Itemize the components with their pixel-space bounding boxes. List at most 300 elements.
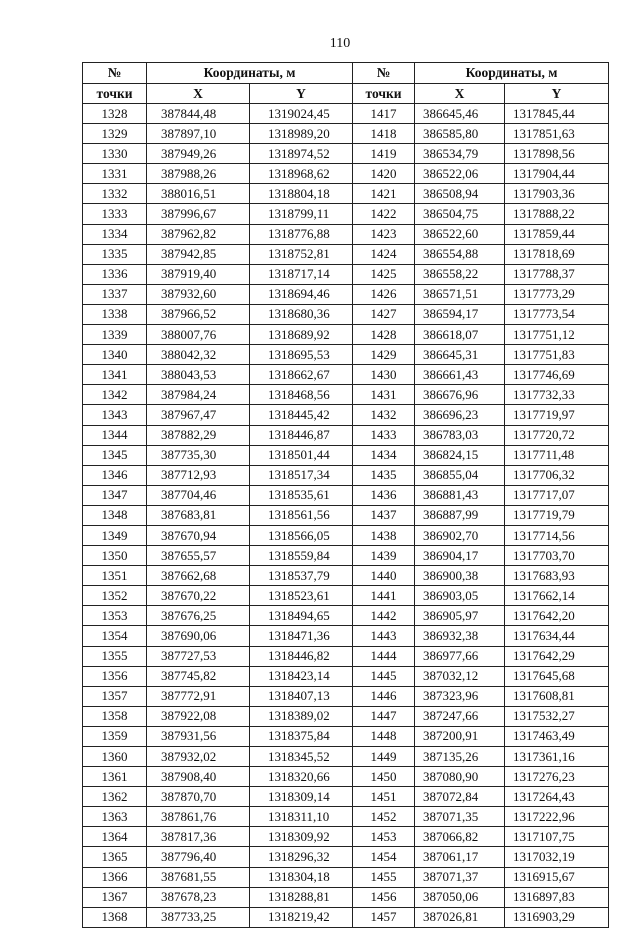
point-number-cell: 1443 (353, 626, 415, 646)
y-coordinate-cell: 1318407,13 (250, 686, 353, 706)
table-row (83, 104, 609, 124)
y-coordinate-cell: 1317608,81 (505, 686, 609, 706)
point-number-cell: 1368 (83, 907, 147, 927)
y-coordinate-cell: 1318717,14 (250, 264, 353, 284)
table-row (83, 706, 609, 726)
point-number-cell: 1456 (353, 887, 415, 907)
x-coordinate-cell: 386904,17 (415, 546, 505, 566)
table-row (83, 767, 609, 787)
y-coordinate-cell: 1318304,18 (250, 867, 353, 887)
table-row (83, 546, 609, 566)
point-number-cell: 1445 (353, 666, 415, 686)
table-row (83, 345, 609, 365)
point-number-cell: 1452 (353, 807, 415, 827)
point-number-cell: 1439 (353, 546, 415, 566)
coordinates-header-right: Координаты, м (415, 63, 609, 84)
point-number-cell: 1430 (353, 365, 415, 385)
x-coordinate-cell: 387966,52 (147, 304, 250, 324)
x-coordinate-cell: 386504,75 (415, 204, 505, 224)
x-coordinate-cell: 388007,76 (147, 325, 250, 345)
x-coordinate-cell: 386903,05 (415, 586, 505, 606)
x-coordinate-cell: 386585,80 (415, 124, 505, 144)
x-coordinate-cell: 387908,40 (147, 767, 250, 787)
point-number-cell: 1448 (353, 726, 415, 746)
coordinates-header-left: Координаты, м (147, 63, 353, 84)
x-coordinate-cell: 386881,43 (415, 485, 505, 505)
x-coordinate-cell: 387817,36 (147, 827, 250, 847)
point-number-cell: 1422 (353, 204, 415, 224)
point-number-cell: 1427 (353, 304, 415, 324)
y-coordinate-cell: 1318423,14 (250, 666, 353, 686)
x-coordinate-cell: 387071,35 (415, 807, 505, 827)
point-number-cell: 1435 (353, 465, 415, 485)
x-coordinate-cell: 386932,38 (415, 626, 505, 646)
x-coordinate-cell: 387080,90 (415, 767, 505, 787)
point-number-cell: 1346 (83, 465, 147, 485)
x-coordinate-cell: 386522,60 (415, 224, 505, 244)
x-coordinate-cell: 387932,60 (147, 284, 250, 304)
point-number-cell: 1340 (83, 345, 147, 365)
y-coordinate-cell: 1318559,84 (250, 546, 353, 566)
point-number-cell: 1332 (83, 184, 147, 204)
point-word-header-right: точки (353, 84, 415, 104)
y-coordinate-cell: 1318776,88 (250, 224, 353, 244)
y-coordinate-cell: 1317751,83 (505, 345, 609, 365)
x-coordinate-cell: 387655,57 (147, 546, 250, 566)
y-coordinate-cell: 1318680,36 (250, 304, 353, 324)
point-number-cell: 1360 (83, 747, 147, 767)
x-coordinate-cell: 387882,29 (147, 425, 250, 445)
y-coordinate-cell: 1317532,27 (505, 706, 609, 726)
point-number-cell: 1352 (83, 586, 147, 606)
x-coordinate-cell: 387919,40 (147, 264, 250, 284)
table-row (83, 385, 609, 405)
x-coordinate-cell: 387050,06 (415, 887, 505, 907)
point-number-cell: 1431 (353, 385, 415, 405)
x-coordinate-cell: 386902,70 (415, 525, 505, 545)
y-coordinate-cell: 1317645,68 (505, 666, 609, 686)
x-coordinate-cell: 387704,46 (147, 485, 250, 505)
x-coordinate-cell: 387323,96 (415, 686, 505, 706)
x-coordinate-cell: 387066,82 (415, 827, 505, 847)
point-number-cell: 1444 (353, 646, 415, 666)
table-row (83, 144, 609, 164)
y-coordinate-cell: 1318689,92 (250, 325, 353, 345)
y-coordinate-cell: 1317706,32 (505, 465, 609, 485)
x-coordinate-cell: 387922,08 (147, 706, 250, 726)
y-coordinate-cell: 1318695,53 (250, 345, 353, 365)
y-coordinate-cell: 1317222,96 (505, 807, 609, 827)
point-number-cell: 1432 (353, 405, 415, 425)
x-coordinate-cell: 387870,70 (147, 787, 250, 807)
point-number-cell: 1362 (83, 787, 147, 807)
x-coordinate-cell: 387897,10 (147, 124, 250, 144)
x-coordinate-cell: 386571,51 (415, 284, 505, 304)
x-coordinate-cell: 387247,66 (415, 706, 505, 726)
point-number-cell: 1356 (83, 666, 147, 686)
point-number-cell: 1457 (353, 907, 415, 927)
y-coordinate-cell: 1317845,44 (505, 104, 609, 124)
table-row (83, 566, 609, 586)
table-row (83, 666, 609, 686)
point-number-cell: 1442 (353, 606, 415, 626)
table-row (83, 284, 609, 304)
point-number-cell: 1453 (353, 827, 415, 847)
y-coordinate-cell: 1317888,22 (505, 204, 609, 224)
y-coordinate-cell: 1317361,16 (505, 747, 609, 767)
table-row (83, 887, 609, 907)
point-number-cell: 1353 (83, 606, 147, 626)
y-coordinate-cell: 1318799,11 (250, 204, 353, 224)
point-number-cell: 1438 (353, 525, 415, 545)
x-coordinate-cell: 388043,53 (147, 365, 250, 385)
point-number-cell: 1447 (353, 706, 415, 726)
point-number-cell: 1420 (353, 164, 415, 184)
y-coordinate-cell: 1317717,07 (505, 485, 609, 505)
y-coordinate-cell: 1318345,52 (250, 747, 353, 767)
x-coordinate-cell: 387678,23 (147, 887, 250, 907)
table-row (83, 847, 609, 867)
x-coordinate-cell: 387745,82 (147, 666, 250, 686)
x-coordinate-cell: 387861,76 (147, 807, 250, 827)
point-number-cell: 1437 (353, 505, 415, 525)
y-coordinate-cell: 1317683,93 (505, 566, 609, 586)
point-number-cell: 1329 (83, 124, 147, 144)
y-coordinate-cell: 1317732,33 (505, 385, 609, 405)
point-number-cell: 1421 (353, 184, 415, 204)
point-number-cell: 1357 (83, 686, 147, 706)
y-coordinate-cell: 1317773,54 (505, 304, 609, 324)
y-coordinate-cell: 1318494,65 (250, 606, 353, 626)
point-number-cell: 1343 (83, 405, 147, 425)
y-coordinate-cell: 1318501,44 (250, 445, 353, 465)
table-header-row (83, 63, 609, 84)
x-coordinate-cell: 387690,06 (147, 626, 250, 646)
y-coordinate-cell: 1316897,83 (505, 887, 609, 907)
y-coordinate-cell: 1319024,45 (250, 104, 353, 124)
point-number-cell: 1333 (83, 204, 147, 224)
table-row (83, 626, 609, 646)
table-row (83, 164, 609, 184)
x-coordinate-cell: 386661,43 (415, 365, 505, 385)
point-number-cell: 1359 (83, 726, 147, 746)
x-coordinate-cell: 387796,40 (147, 847, 250, 867)
y-coordinate-cell: 1318752,81 (250, 244, 353, 264)
point-number-cell: 1417 (353, 104, 415, 124)
y-coordinate-cell: 1318694,46 (250, 284, 353, 304)
table-row (83, 264, 609, 284)
x-coordinate-cell: 386618,07 (415, 325, 505, 345)
x-coordinate-cell: 387681,55 (147, 867, 250, 887)
x-coordinate-cell: 386534,79 (415, 144, 505, 164)
y-coordinate-cell: 1318662,67 (250, 365, 353, 385)
y-coordinate-cell: 1318389,02 (250, 706, 353, 726)
y-coordinate-cell: 1316915,67 (505, 867, 609, 887)
point-number-cell: 1423 (353, 224, 415, 244)
y-coordinate-cell: 1318468,56 (250, 385, 353, 405)
table-row (83, 224, 609, 244)
x-coordinate-cell: 387942,85 (147, 244, 250, 264)
table-row (83, 686, 609, 706)
table-subheader-row (83, 84, 609, 104)
point-number-cell: 1425 (353, 264, 415, 284)
point-number-cell: 1341 (83, 365, 147, 385)
y-coordinate-cell: 1318537,79 (250, 566, 353, 586)
y-coordinate-cell: 1318446,87 (250, 425, 353, 445)
point-number-cell: 1365 (83, 847, 147, 867)
x-coordinate-cell: 387071,37 (415, 867, 505, 887)
x-coordinate-cell: 387683,81 (147, 505, 250, 525)
x-coordinate-cell: 386554,88 (415, 244, 505, 264)
y-coordinate-cell: 1317773,29 (505, 284, 609, 304)
table-row (83, 425, 609, 445)
point-number-cell: 1367 (83, 887, 147, 907)
point-number-cell: 1366 (83, 867, 147, 887)
x-coordinate-cell: 387032,12 (415, 666, 505, 686)
table-row (83, 907, 609, 927)
point-number-cell: 1436 (353, 485, 415, 505)
point-number-cell: 1337 (83, 284, 147, 304)
y-coordinate-cell: 1317903,36 (505, 184, 609, 204)
x-coordinate-cell: 386645,46 (415, 104, 505, 124)
y-coordinate-cell: 1318296,32 (250, 847, 353, 867)
x-coordinate-cell: 387712,93 (147, 465, 250, 485)
table-row (83, 505, 609, 525)
y-coordinate-cell: 1317720,72 (505, 425, 609, 445)
y-coordinate-cell: 1317642,20 (505, 606, 609, 626)
y-coordinate-cell: 1318446,82 (250, 646, 353, 666)
y-coordinate-cell: 1317264,43 (505, 787, 609, 807)
table-row (83, 325, 609, 345)
point-number-header: № (83, 63, 147, 84)
y-coordinate-cell: 1318517,34 (250, 465, 353, 485)
y-coordinate-cell: 1317719,79 (505, 505, 609, 525)
y-coordinate-cell: 1317818,69 (505, 244, 609, 264)
x-coordinate-cell: 386824,15 (415, 445, 505, 465)
y-coordinate-cell: 1316903,29 (505, 907, 609, 927)
table-row (83, 405, 609, 425)
table-row (83, 184, 609, 204)
x-coordinate-cell: 387670,22 (147, 586, 250, 606)
y-coordinate-cell: 1317032,19 (505, 847, 609, 867)
point-number-cell: 1449 (353, 747, 415, 767)
point-number-cell: 1339 (83, 325, 147, 345)
point-number-cell: 1424 (353, 244, 415, 264)
table-row (83, 465, 609, 485)
table-body (83, 104, 609, 928)
table-row (83, 586, 609, 606)
y-coordinate-cell: 1317788,37 (505, 264, 609, 284)
point-number-cell: 1455 (353, 867, 415, 887)
x-coordinate-cell: 386594,17 (415, 304, 505, 324)
x-coordinate-cell: 387072,84 (415, 787, 505, 807)
point-number-cell: 1428 (353, 325, 415, 345)
point-number-cell: 1336 (83, 264, 147, 284)
point-number-cell: 1358 (83, 706, 147, 726)
x-coordinate-cell: 387844,48 (147, 104, 250, 124)
point-number-cell: 1348 (83, 505, 147, 525)
table-row (83, 124, 609, 144)
table-row (83, 445, 609, 465)
point-number-cell: 1345 (83, 445, 147, 465)
y-coordinate-cell: 1317662,14 (505, 586, 609, 606)
y-coordinate-cell: 1317851,63 (505, 124, 609, 144)
x-coordinate-cell: 388042,32 (147, 345, 250, 365)
table-row (83, 204, 609, 224)
y-coordinate-cell: 1317711,48 (505, 445, 609, 465)
point-number-cell: 1342 (83, 385, 147, 405)
point-number-cell: 1328 (83, 104, 147, 124)
x-coordinate-cell: 387676,25 (147, 606, 250, 626)
point-number-cell: 1331 (83, 164, 147, 184)
y-coordinate-cell: 1318309,92 (250, 827, 353, 847)
point-number-cell: 1330 (83, 144, 147, 164)
y-coordinate-cell: 1318974,52 (250, 144, 353, 164)
x-coordinate-cell: 387984,24 (147, 385, 250, 405)
table-row (83, 646, 609, 666)
x-coordinate-cell: 386696,23 (415, 405, 505, 425)
x-coordinate-cell: 387931,56 (147, 726, 250, 746)
x-coordinate-cell: 386900,38 (415, 566, 505, 586)
y-coordinate-cell: 1318471,36 (250, 626, 353, 646)
point-number-cell: 1454 (353, 847, 415, 867)
x-coordinate-cell: 386522,06 (415, 164, 505, 184)
y-coordinate-cell: 1318968,62 (250, 164, 353, 184)
table-row (83, 747, 609, 767)
point-number-cell: 1434 (353, 445, 415, 465)
x-coordinate-cell: 387670,94 (147, 525, 250, 545)
page-number: 110 (329, 36, 351, 51)
y-coordinate-cell: 1317898,56 (505, 144, 609, 164)
point-number-cell: 1350 (83, 546, 147, 566)
y-coordinate-cell: 1318566,05 (250, 525, 353, 545)
table-row (83, 304, 609, 324)
y-coordinate-cell: 1317719,97 (505, 405, 609, 425)
x-coordinate-cell: 387135,26 (415, 747, 505, 767)
point-number-cell: 1363 (83, 807, 147, 827)
point-number-cell: 1344 (83, 425, 147, 445)
y-coordinate-cell: 1318219,42 (250, 907, 353, 927)
coordinates-table (82, 62, 609, 928)
point-word-header: точки (83, 84, 147, 104)
y-coordinate-cell: 1317746,69 (505, 365, 609, 385)
point-number-cell: 1429 (353, 345, 415, 365)
y-coordinate-cell: 1317714,56 (505, 525, 609, 545)
x-coordinate-cell: 386977,66 (415, 646, 505, 666)
y-coordinate-cell: 1318989,20 (250, 124, 353, 144)
point-number-cell: 1450 (353, 767, 415, 787)
x-coordinate-cell: 386676,96 (415, 385, 505, 405)
y-coordinate-cell: 1318311,10 (250, 807, 353, 827)
x-coordinate-cell: 387967,47 (147, 405, 250, 425)
point-number-cell: 1446 (353, 686, 415, 706)
point-number-cell: 1433 (353, 425, 415, 445)
x-coordinate-cell: 388016,51 (147, 184, 250, 204)
x-coordinate-cell: 387662,68 (147, 566, 250, 586)
y-coordinate-cell: 1318445,42 (250, 405, 353, 425)
point-number-cell: 1364 (83, 827, 147, 847)
x-coordinate-cell: 387772,91 (147, 686, 250, 706)
y-coordinate-cell: 1317751,12 (505, 325, 609, 345)
x-coordinate-cell: 387962,82 (147, 224, 250, 244)
x-coordinate-cell: 386508,94 (415, 184, 505, 204)
point-number-cell: 1351 (83, 566, 147, 586)
x-coordinate-cell: 386783,03 (415, 425, 505, 445)
y-coordinate-cell: 1317107,75 (505, 827, 609, 847)
point-number-cell: 1338 (83, 304, 147, 324)
point-number-cell: 1361 (83, 767, 147, 787)
x-coordinate-cell: 387061,17 (415, 847, 505, 867)
y-coordinate-cell: 1318804,18 (250, 184, 353, 204)
table-row (83, 244, 609, 264)
y-coordinate-cell: 1318320,66 (250, 767, 353, 787)
table-row (83, 867, 609, 887)
y-coordinate-cell: 1317642,29 (505, 646, 609, 666)
point-number-cell: 1451 (353, 787, 415, 807)
x-coordinate-cell: 387735,30 (147, 445, 250, 465)
table-row (83, 606, 609, 626)
point-number-cell: 1335 (83, 244, 147, 264)
x-coordinate-cell: 386905,97 (415, 606, 505, 626)
x-coordinate-cell: 386558,22 (415, 264, 505, 284)
point-number-cell: 1347 (83, 485, 147, 505)
y-coordinate-cell: 1318523,61 (250, 586, 353, 606)
x-header-right: X (415, 84, 505, 104)
table-row (83, 726, 609, 746)
y-coordinate-cell: 1317904,44 (505, 164, 609, 184)
y-coordinate-cell: 1317634,44 (505, 626, 609, 646)
x-coordinate-cell: 387026,81 (415, 907, 505, 927)
table-row (83, 807, 609, 827)
y-coordinate-cell: 1318561,56 (250, 505, 353, 525)
y-coordinate-cell: 1317276,23 (505, 767, 609, 787)
y-coordinate-cell: 1317859,44 (505, 224, 609, 244)
y-header-left: Y (250, 84, 353, 104)
point-number-header-right: № (353, 63, 415, 84)
point-number-cell: 1349 (83, 525, 147, 545)
table-row (83, 365, 609, 385)
x-coordinate-cell: 386887,99 (415, 505, 505, 525)
table-row (83, 525, 609, 545)
point-number-cell: 1440 (353, 566, 415, 586)
x-coordinate-cell: 386645,31 (415, 345, 505, 365)
x-coordinate-cell: 387988,26 (147, 164, 250, 184)
point-number-cell: 1418 (353, 124, 415, 144)
x-header-left: X (147, 84, 250, 104)
point-number-cell: 1355 (83, 646, 147, 666)
point-number-cell: 1354 (83, 626, 147, 646)
table-row (83, 827, 609, 847)
y-coordinate-cell: 1318288,81 (250, 887, 353, 907)
x-coordinate-cell: 387932,02 (147, 747, 250, 767)
x-coordinate-cell: 387996,67 (147, 204, 250, 224)
y-coordinate-cell: 1318309,14 (250, 787, 353, 807)
point-number-cell: 1426 (353, 284, 415, 304)
table-row (83, 485, 609, 505)
y-coordinate-cell: 1318375,84 (250, 726, 353, 746)
point-number-cell: 1334 (83, 224, 147, 244)
x-coordinate-cell: 386855,04 (415, 465, 505, 485)
x-coordinate-cell: 387949,26 (147, 144, 250, 164)
point-number-cell: 1419 (353, 144, 415, 164)
x-coordinate-cell: 387727,53 (147, 646, 250, 666)
y-coordinate-cell: 1317463,49 (505, 726, 609, 746)
table-row (83, 787, 609, 807)
y-header-right: Y (505, 84, 609, 104)
point-number-cell: 1441 (353, 586, 415, 606)
y-coordinate-cell: 1318535,61 (250, 485, 353, 505)
x-coordinate-cell: 387200,91 (415, 726, 505, 746)
